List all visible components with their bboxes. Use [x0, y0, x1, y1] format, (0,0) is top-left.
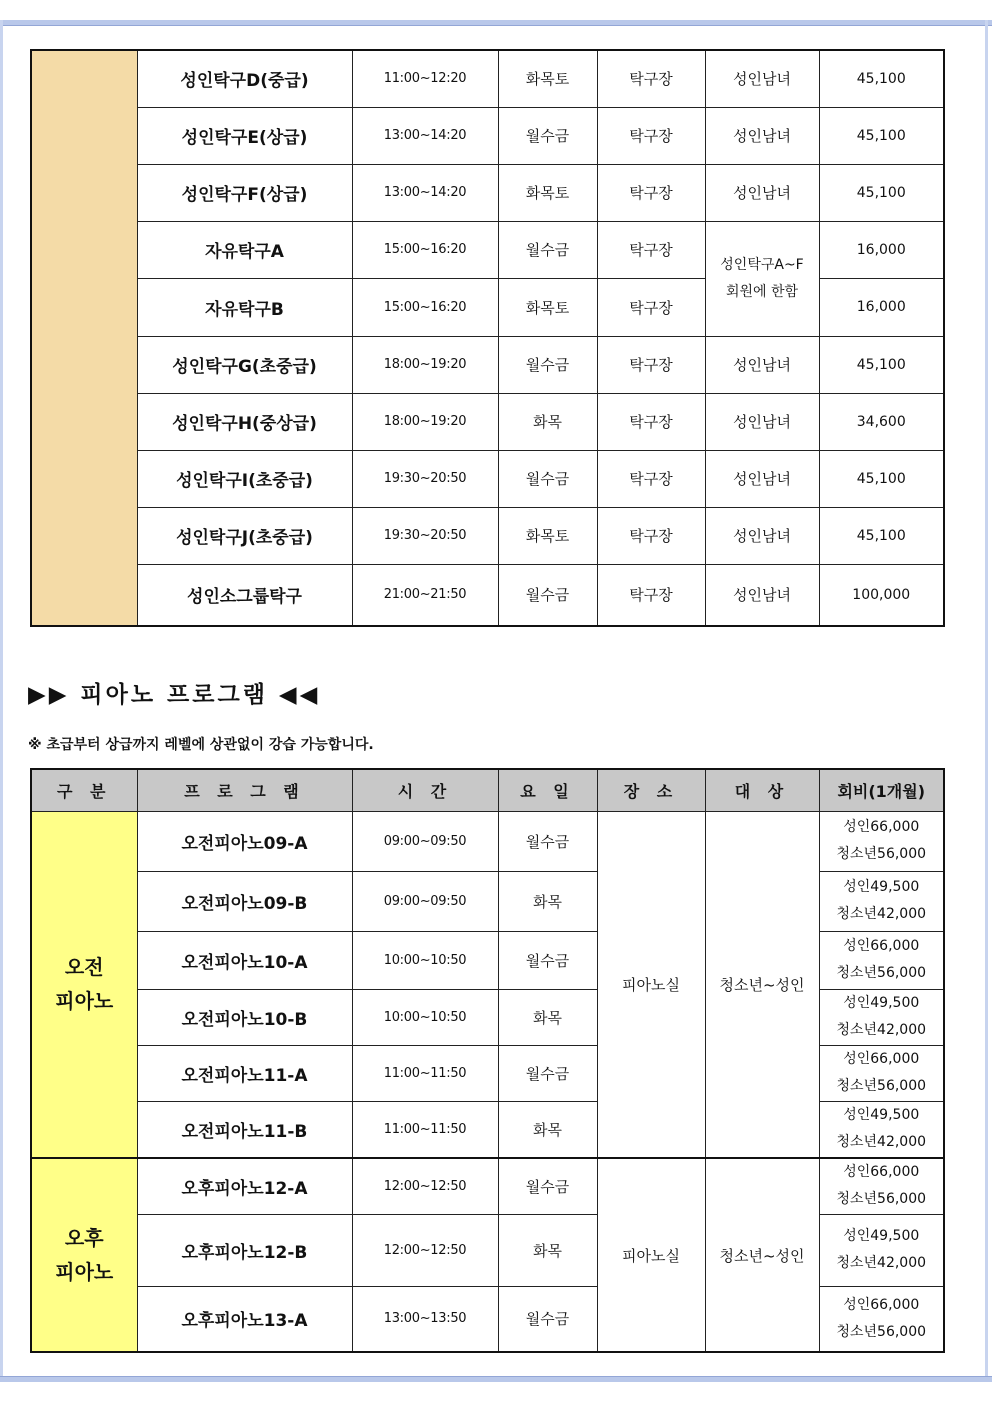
fee-youth: 청소년42,000: [836, 1134, 927, 1151]
time-cell: 18:00~19:20: [352, 336, 498, 393]
time-cell: 11:00~11:50: [352, 1045, 498, 1101]
fee-youth: 청소년42,000: [836, 1255, 927, 1271]
program-name: 성인탁구E(상급): [137, 107, 352, 164]
program-name: 자유탁구A: [137, 221, 352, 278]
place-cell: 피아노실: [597, 811, 705, 1158]
table-tennis-table: [30, 49, 945, 627]
time-cell: 09:00~09:50: [352, 811, 498, 871]
table-row: [31, 564, 944, 626]
target-cell: 성인남녀: [705, 50, 819, 107]
days-cell: 월수금: [498, 221, 597, 278]
place-cell: 탁구장: [597, 450, 705, 507]
fee-adult: 성인66,000: [843, 1296, 920, 1313]
time-cell: 09:00~09:50: [352, 871, 498, 931]
table-row: [31, 450, 944, 507]
days-cell: 화목: [498, 871, 597, 931]
days-cell: 월수금: [498, 1045, 597, 1101]
header-place: 장 소: [597, 769, 705, 811]
program-name: 오후피아노12-B: [137, 1214, 352, 1286]
program-name: 오전피아노11-A: [137, 1045, 352, 1101]
fee-cell: [819, 1286, 944, 1352]
category-line: 피아노: [55, 989, 114, 1014]
page-frame-left: [0, 20, 3, 1381]
days-cell: 화목: [498, 989, 597, 1045]
page-frame-bottom: [0, 1376, 992, 1382]
category-line: 오후: [64, 1226, 104, 1250]
place-cell: 피아노실: [597, 1158, 705, 1352]
days-cell: 화목: [498, 393, 597, 450]
time-cell: 11:00~11:50: [352, 1101, 498, 1158]
fee-cell: 45,100: [819, 507, 944, 564]
place-cell: 탁구장: [597, 507, 705, 564]
table-row: [31, 336, 944, 393]
program-name: 오전피아노10-A: [137, 931, 352, 989]
header-category: 구 분: [31, 769, 137, 811]
section-title: ▶▶ 피아노 프로그램 ◀◀: [28, 682, 321, 708]
header-fee: 회비(1개월): [819, 769, 944, 811]
fee-youth: 청소년56,000: [836, 1323, 927, 1340]
target-cell: 성인남녀: [705, 564, 819, 626]
table-row: [31, 811, 944, 871]
target-cell: 청소년~성인: [705, 811, 819, 1158]
fee-youth: 청소년56,000: [836, 1191, 927, 1208]
program-name: 오전피아노09-B: [137, 871, 352, 931]
fee-adult: 성인49,500: [843, 1228, 920, 1244]
program-name: 오전피아노10-B: [137, 989, 352, 1045]
target-cell-members-only: [705, 221, 819, 336]
target-cell: 성인남녀: [705, 450, 819, 507]
table-row: [31, 507, 944, 564]
days-cell: 화목토: [498, 50, 597, 107]
table-row: [31, 1158, 944, 1214]
days-cell: 화목토: [498, 278, 597, 336]
fee-cell: [819, 931, 944, 989]
program-name: 성인탁구H(중상급): [137, 393, 352, 450]
fee-adult: 성인66,000: [843, 1051, 920, 1067]
header-program: 프 로 그 램: [137, 769, 352, 811]
fee-cell: 45,100: [819, 450, 944, 507]
program-name: 오전피아노09-A: [137, 811, 352, 871]
time-cell: 19:30~20:50: [352, 450, 498, 507]
time-cell: 13:00~13:50: [352, 1286, 498, 1352]
time-cell: 11:00~12:20: [352, 50, 498, 107]
time-cell: 10:00~10:50: [352, 989, 498, 1045]
days-cell: 화목: [498, 1214, 597, 1286]
category-cell: [31, 50, 137, 626]
target-cell: 청소년~성인: [705, 1158, 819, 1352]
fee-adult: 성인66,000: [843, 938, 920, 954]
place-cell: 탁구장: [597, 393, 705, 450]
fee-cell: [819, 1101, 944, 1158]
days-cell: 월수금: [498, 1286, 597, 1352]
program-name: 성인탁구G(초중급): [137, 336, 352, 393]
days-cell: 화목토: [498, 507, 597, 564]
target-line: 성인탁구A~F: [720, 256, 804, 273]
place-cell: 탁구장: [597, 278, 705, 336]
days-cell: 월수금: [498, 811, 597, 871]
days-cell: 화목토: [498, 164, 597, 221]
header-target: 대 상: [705, 769, 819, 811]
place-cell: 탁구장: [597, 336, 705, 393]
fee-adult: 성인66,000: [843, 1164, 920, 1181]
time-cell: 13:00~14:20: [352, 107, 498, 164]
target-cell: 성인남녀: [705, 164, 819, 221]
place-cell: 탁구장: [597, 107, 705, 164]
time-cell: 12:00~12:50: [352, 1214, 498, 1286]
fee-cell: 45,100: [819, 164, 944, 221]
header-time: 시 간: [352, 769, 498, 811]
fee-cell: 45,100: [819, 336, 944, 393]
fee-cell: 34,600: [819, 393, 944, 450]
header-row: [31, 769, 944, 811]
days-cell: 월수금: [498, 931, 597, 989]
fee-youth: 청소년42,000: [836, 906, 927, 922]
fee-youth: 청소년56,000: [836, 846, 927, 862]
table-row: [31, 393, 944, 450]
time-cell: 10:00~10:50: [352, 931, 498, 989]
target-cell: 성인남녀: [705, 107, 819, 164]
fee-cell: [819, 811, 944, 871]
fee-cell: 16,000: [819, 278, 944, 336]
fee-cell: 100,000: [819, 564, 944, 626]
time-cell: 15:00~16:20: [352, 278, 498, 336]
fee-cell: [819, 989, 944, 1045]
days-cell: 월수금: [498, 336, 597, 393]
program-name: 오후피아노12-A: [137, 1158, 352, 1214]
fee-cell: [819, 1158, 944, 1214]
fee-cell: 16,000: [819, 221, 944, 278]
category-afternoon-piano: [31, 1158, 137, 1352]
days-cell: 월수금: [498, 1158, 597, 1214]
header-days: 요 일: [498, 769, 597, 811]
days-cell: 화목: [498, 1101, 597, 1158]
time-cell: 18:00~19:20: [352, 393, 498, 450]
target-cell: 성인남녀: [705, 336, 819, 393]
target-cell: 성인남녀: [705, 393, 819, 450]
table-row: [31, 221, 944, 278]
table-row: [31, 107, 944, 164]
place-cell: 탁구장: [597, 221, 705, 278]
program-name: 성인탁구D(중급): [137, 50, 352, 107]
program-name: 성인소그룹탁구: [137, 564, 352, 626]
fee-cell: 45,100: [819, 50, 944, 107]
fee-adult: 성인66,000: [843, 819, 920, 835]
fee-cell: [819, 871, 944, 931]
piano-table: [30, 768, 945, 1353]
table-row: [31, 50, 944, 107]
time-cell: 21:00~21:50: [352, 564, 498, 626]
fee-adult: 성인49,500: [843, 1107, 920, 1124]
fee-cell: [819, 1214, 944, 1286]
days-cell: 월수금: [498, 450, 597, 507]
place-cell: 탁구장: [597, 50, 705, 107]
program-name: 오전피아노11-B: [137, 1101, 352, 1158]
fee-adult: 성인49,500: [843, 995, 920, 1011]
fee-youth: 청소년42,000: [836, 1022, 927, 1038]
target-cell: 성인남녀: [705, 507, 819, 564]
program-name: 오후피아노13-A: [137, 1286, 352, 1352]
fee-cell: 45,100: [819, 107, 944, 164]
program-name: 성인탁구J(초중급): [137, 507, 352, 564]
program-name: 성인탁구F(상급): [137, 164, 352, 221]
category-line: 피아노: [55, 1260, 114, 1284]
table-row: [31, 164, 944, 221]
category-morning-piano: [31, 811, 137, 1158]
time-cell: 19:30~20:50: [352, 507, 498, 564]
time-cell: 15:00~16:20: [352, 221, 498, 278]
time-cell: 12:00~12:50: [352, 1158, 498, 1214]
program-name: 자유탁구B: [137, 278, 352, 336]
target-line: 회원에 한함: [725, 283, 799, 300]
page-frame-right: [985, 20, 988, 1381]
fee-youth: 청소년56,000: [836, 965, 927, 981]
place-cell: 탁구장: [597, 564, 705, 626]
days-cell: 월수금: [498, 564, 597, 626]
category-line: 오전: [64, 955, 104, 980]
notice-text: ※ 초급부터 상급까지 레벨에 상관없이 강습 가능합니다.: [28, 737, 374, 753]
program-name: 성인탁구I(초중급): [137, 450, 352, 507]
time-cell: 13:00~14:20: [352, 164, 498, 221]
page-frame-top: [0, 20, 992, 26]
days-cell: 월수금: [498, 107, 597, 164]
fee-youth: 청소년56,000: [836, 1078, 927, 1094]
place-cell: 탁구장: [597, 164, 705, 221]
fee-adult: 성인49,500: [843, 879, 920, 895]
fee-cell: [819, 1045, 944, 1101]
